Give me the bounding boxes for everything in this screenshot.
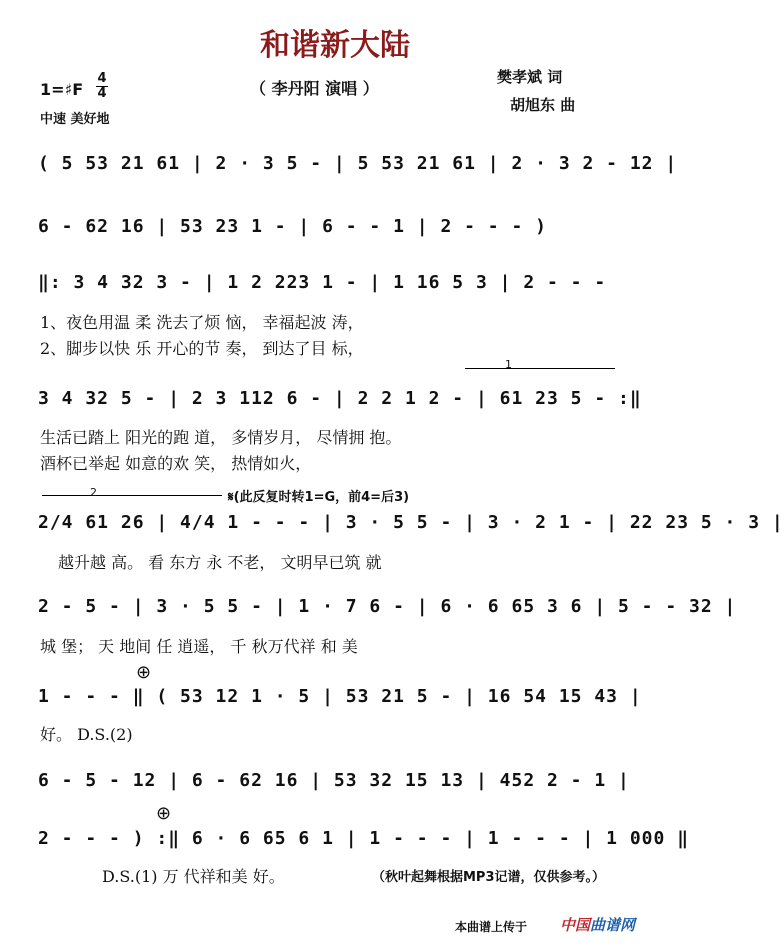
repeat-key-change-note: 𝄋(此反复时转1=G，前4=后3) — [228, 490, 410, 505]
staff-line-1 — [38, 153, 678, 187]
staff-line-3 — [38, 272, 638, 306]
coda-sign-icon: ⊕ — [136, 662, 152, 683]
staff-notes-4: 3 4 32 5 - | 2 3 112 6 - | 2 2 1 2 - | 61 23 5 - :‖ — [38, 388, 642, 409]
time-signature — [96, 72, 108, 101]
staff-line-8 — [38, 770, 638, 804]
staff-notes-9: 2 - - - ) :‖ 6 · 6 65 6 1 | 1 - - - | 1 - - - | 1 000 ‖ — [38, 828, 690, 849]
staff-notes-7: 1 - - - ‖ ( 53 12 1 · 5 | 53 21 5 - | 16 54 15 43 | — [38, 686, 642, 707]
volta-2-label: 2 — [90, 486, 97, 499]
staff-line-9 — [38, 828, 690, 862]
lyric-line-5: 好。 D.S.(2) — [40, 725, 133, 744]
logo-part-a: 中国 — [560, 916, 591, 934]
lyric-line-3: 越升越 高。 看 东方 永 不老， 文明早已筑 就 — [58, 553, 382, 572]
key-signature: 1=♯F — [40, 80, 84, 99]
lyric-line-6: D.S.(1) 万 代祥和美 好。 — [102, 867, 285, 886]
footer-upload-text: 本曲谱上传于 — [455, 920, 528, 934]
volta-1-label: 1 — [505, 358, 512, 371]
lyric-verse1-line2: 生活已踏上 阳光的跑 道， 多情岁月， 尽情拥 抱。 — [40, 428, 402, 447]
tempo-marking: 中速 美好地 — [40, 112, 110, 127]
staff-line-2 — [38, 216, 638, 250]
staff-line-4 — [38, 388, 642, 422]
staff-line-7 — [38, 686, 642, 720]
lyric-line-4: 城 堡； 天 地间 任 逍遥， 千 秋万代祥 和 美 — [40, 637, 358, 656]
staff-line-6 — [38, 596, 737, 630]
time-sig-bottom: 4 — [97, 86, 107, 101]
time-sig-top: 4 — [97, 71, 107, 86]
staff-notes-1: ( 5 53 21 61 | 2 · 3 5 - | 5 53 21 61 | 2 · 3 2 - 12 | — [38, 153, 678, 174]
volta-1-bracket — [465, 368, 615, 369]
composer-credit: 胡旭东 曲 — [510, 96, 576, 114]
transcription-note: （秋叶起舞根据MP3记谱，仅供参考。） — [372, 870, 606, 885]
staff-line-5 — [38, 512, 784, 546]
staff-notes-6: 2 - 5 - | 3 · 5 5 - | 1 · 7 6 - | 6 · 6 65 3 6 | 5 - - 32 | — [38, 596, 737, 617]
staff-notes-2: 6 - 62 16 | 53 23 1 - | 6 - - 1 | 2 - - - ) — [38, 216, 547, 237]
logo-part-b: 曲谱网 — [590, 916, 636, 934]
lyric-verse2-line1: 2、脚步以快 乐 开心的节 奏， 到达了目 标， — [40, 339, 364, 358]
coda-sign-icon-2: ⊕ — [156, 803, 172, 824]
staff-notes-8: 6 - 5 - 12 | 6 - 62 16 | 53 32 15 13 | 452 2 - 1 | — [38, 770, 630, 791]
site-logo[interactable] — [560, 914, 635, 935]
volta-2-bracket — [42, 495, 222, 496]
lyric-verse2-line2: 酒杯已举起 如意的欢 笑， 热情如火， — [40, 454, 312, 473]
lyric-verse1-line1: 1、夜色用温 柔 洗去了烦 恼， 幸福起波 涛， — [40, 313, 364, 332]
song-title: 和谐新大陆 — [260, 28, 410, 63]
lyricist-credit: 樊孝斌 词 — [497, 68, 563, 86]
staff-notes-5: 2/4 61 26 | 4/4 1 - - - | 3 · 5 5 - | 3 · 2 1 - | 22 23 5 · 3 | — [38, 512, 784, 533]
staff-notes-3: ‖: 3 4 32 3 - | 1 2 223 1 - | 1 16 5 3 | 2 - - - — [38, 272, 607, 293]
performer-line: （ 李丹阳 演唱 ） — [250, 79, 379, 98]
